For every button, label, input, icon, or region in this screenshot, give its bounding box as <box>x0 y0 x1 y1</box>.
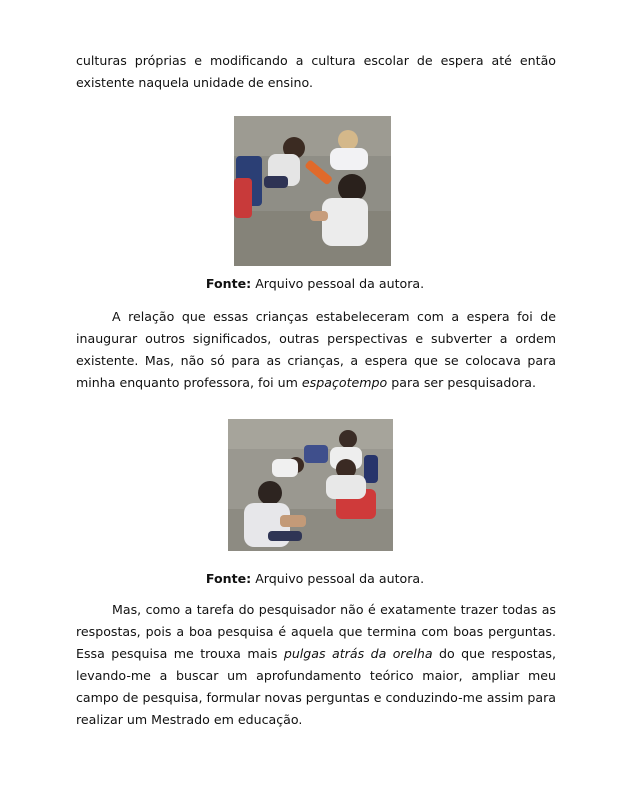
caption-text: Arquivo pessoal da autora. <box>255 571 425 586</box>
children-playing-photo <box>234 116 391 266</box>
paragraph-text: A relação que essas crianças estabeleceram com a espera foi de inaugurar outros significados, outras perspectivas e subverter a ordem existente. Mas, não só para as crianças, a espera que se colocava para minha enquanto professora, foi um <box>76 309 556 390</box>
paragraph-text: Mas, como a tarefa do pesquisador não é exatamente trazer todas as respostas, pois a boa pesquisa é aquela que termina com boas perguntas. Essa pesquisa me trouxa mais <box>76 602 556 661</box>
caption-text: Arquivo pessoal da autora. <box>255 276 425 291</box>
paragraph-emphasis: pulgas atrás da orelha <box>283 646 433 661</box>
paragraph-relacao <box>76 306 556 394</box>
caption-label: Fonte: <box>205 571 252 586</box>
caption-label: Fonte: <box>205 276 252 291</box>
photo-1-image <box>234 116 391 266</box>
children-circle-photo <box>228 419 393 551</box>
paragraph-text: culturas próprias e modificando a cultura escolar de espera até então existente naquela unidade de ensino. <box>76 53 556 90</box>
photo-2-image <box>228 419 393 551</box>
figure-2-caption <box>0 571 630 587</box>
paragraph-text-end: para ser pesquisadora. <box>387 375 536 390</box>
figure-1-caption <box>0 276 630 292</box>
paragraph-emphasis: espaçotempo <box>301 375 388 390</box>
paragraph-tarefa <box>76 599 556 731</box>
paragraph-text-end: do que respostas, levando-me a buscar um aprofundamento teórico maior, ampliar meu campo de pesquisa, formular novas perguntas e conduzindo-me assim para realizar um Mestrado em educação. <box>76 646 556 727</box>
paragraph-continuation <box>76 50 556 94</box>
